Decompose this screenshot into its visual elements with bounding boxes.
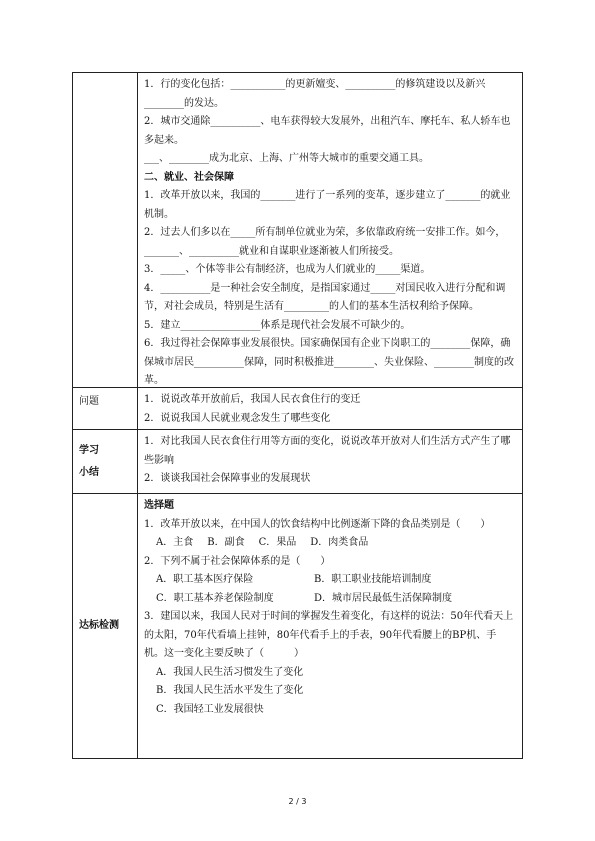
check-label: 达标检测	[73, 494, 138, 758]
item-1: 1．改革开放以来，我国的_______进行了一系列的变革，逐步建立了_______的就业机制。	[144, 190, 511, 220]
q1-text: 1．改革开放以来，在中国人的饮食结构中比例逐渐下降的食品类别是（ ）	[144, 518, 491, 530]
summary-label-line1: 学习	[79, 444, 99, 456]
q3-text: 3．建国以来，我国人民对于时间的掌握发生着变化，有这样的说法：50年代看天上的太阳，70年代看墙上挂钟，80年代看手上的手表，90年代看腰上的BP机、手机。这一变化主要反映了（ ）	[144, 611, 514, 659]
summary-label	[73, 430, 138, 493]
item-4: 4．__________是一种社会安全制度，是指国家通过_____对国民收入进行分配和调节，对社会成员，特别是生活有_________的人们的基本生活权利给予保障。	[144, 282, 506, 312]
item-5: 5．建立________________体系是现代社会发展不可缺少的。	[144, 319, 411, 331]
content-cell	[138, 73, 522, 387]
q3-option-a: A．我国人民生活习惯发生了变化	[156, 666, 304, 678]
q2-options-row2	[144, 590, 516, 609]
item-2: 2．过去人们多以在_____所有制单位就业为荣，多依靠政府统一安排工作。如今，_______、__________就业和自谋职业逐渐被人们所接受。	[144, 227, 506, 257]
item-6: 6．我过得社会保障事业发展很快。国家确保国有企业下岗职工的________保障，确保城市居民__________保障，同时积极推进________、失业保险、________制度的改革。	[144, 338, 514, 386]
line-3: ___、________成为北京、上海、广州等大城市的重要交通工具。	[144, 153, 429, 164]
q3-option-b: B．我国人民生活水平发生了变化	[156, 685, 304, 696]
summary-item-1: 1．对比我国人民衣食住行用等方面的变化，说说改革开放对人们生活方式产生了哪些影响	[144, 436, 511, 466]
questions-cell	[138, 388, 522, 429]
q2-option-d: D．城市居民最低生活保障制度	[314, 592, 453, 604]
q1-options	[144, 534, 516, 553]
q2-option-a: A．职工基本医疗保险	[156, 574, 254, 585]
summary-label-line2: 小结	[79, 466, 99, 478]
item-3: 3．_____、个体等非公有制经济，也成为人们就业的_____渠道。	[144, 264, 431, 275]
line-2: 2．城市交通除__________、电车获得较大发展外，出租汽车、摩托车、私人轿车也多起来。	[144, 116, 511, 146]
section-heading: 二、就业、社会保障	[144, 171, 234, 183]
question-2: 2．说说我国人民就业观念发生了哪些变化	[144, 412, 331, 424]
summary-cell	[138, 430, 522, 493]
q1-option-c: C．果品	[258, 537, 297, 548]
empty-label-cell	[73, 73, 138, 387]
page-number: 2 / 3	[288, 797, 307, 806]
check-heading: 选择题	[144, 500, 174, 511]
q1-option-d: D．肉类食品	[310, 537, 369, 548]
q2-option-b: B．职工职业技能培训制度	[314, 574, 432, 585]
questions-row	[73, 387, 522, 429]
question-1: 1．说说改革开放前后，我国人民衣食住行的变迁	[144, 394, 361, 405]
questions-label: 问题	[73, 388, 138, 429]
worksheet-table	[72, 72, 523, 759]
q2-text: 2．下列不属于社会保障体系的是（ ）	[144, 555, 331, 567]
q2-option-c: C．职工基本养老保险制度	[156, 592, 274, 604]
q1-option-a: A．主食	[156, 537, 194, 548]
check-cell	[138, 494, 522, 758]
line-1: 1．行的变化包括：___________的更新嬗变、__________的修筑建设以及新兴________的发达。	[144, 79, 486, 109]
q3-option-c: C．我国轻工业发展很快	[156, 703, 264, 715]
check-row	[73, 493, 522, 758]
q2-options-row1	[144, 571, 516, 590]
content-row	[73, 73, 522, 387]
summary-item-2: 2．谈谈我国社会保障事业的发展现状	[144, 473, 311, 484]
q1-option-b: B．副食	[207, 537, 245, 548]
summary-row	[73, 429, 522, 493]
